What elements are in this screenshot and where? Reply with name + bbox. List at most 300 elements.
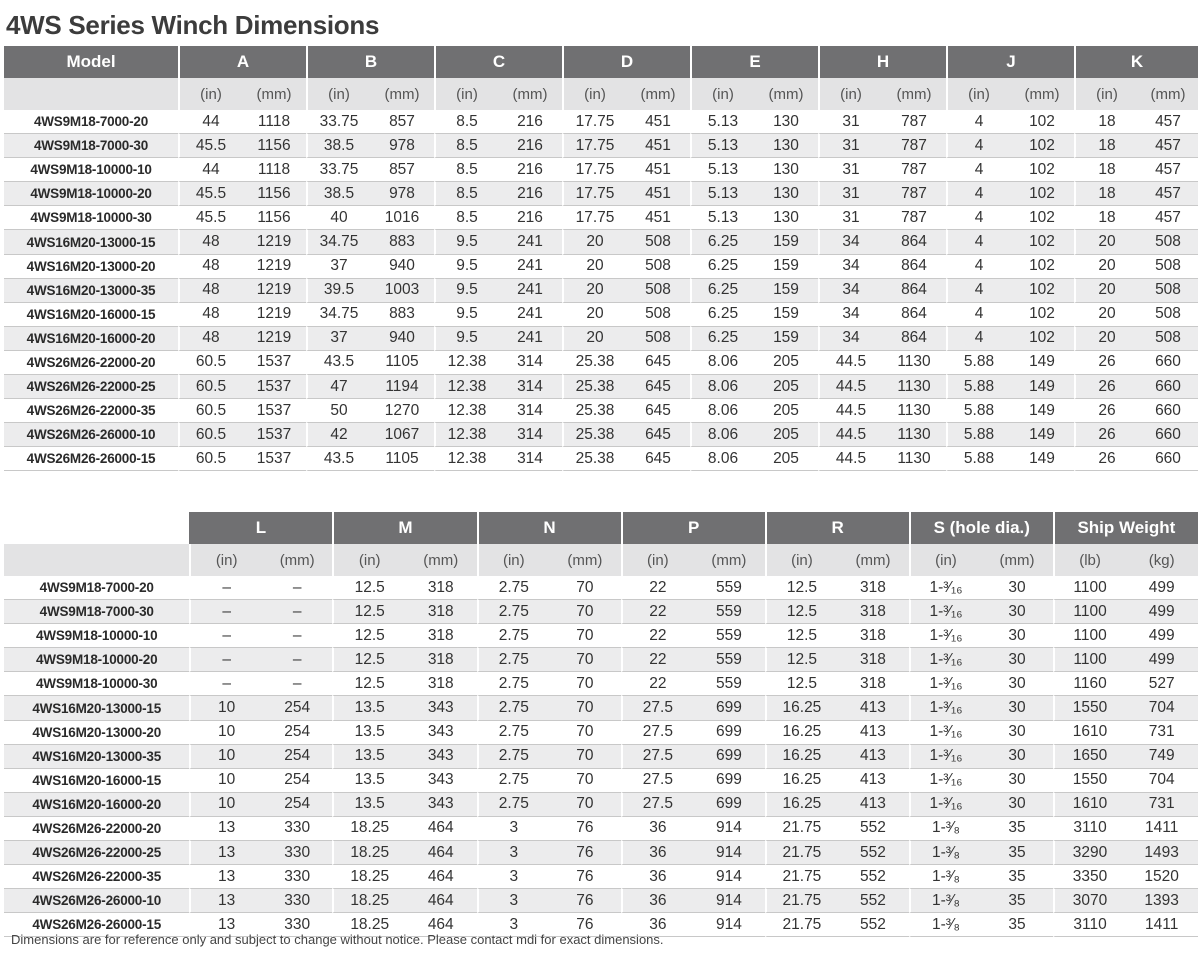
value-cell: 508 (626, 327, 690, 351)
value-cell: 6.25 (690, 230, 754, 254)
value-cell: 318 (405, 624, 477, 648)
value-cell: 457 (1138, 182, 1198, 206)
value-cell: 13.5 (332, 721, 405, 745)
value-cell: 4 (946, 327, 1010, 351)
value-cell: 4 (946, 206, 1010, 230)
value-cell: 527 (1125, 672, 1198, 696)
value-cell: 76 (549, 889, 621, 913)
value-cell: 1537 (242, 375, 306, 399)
model-cell: 4WS26M26-22000-35 (4, 399, 178, 423)
model-cell: 4WS16M20-13000-20 (4, 255, 178, 279)
value-cell: 16.25 (765, 721, 838, 745)
value-cell: 451 (626, 206, 690, 230)
value-cell: 787 (882, 110, 946, 134)
value-cell: 27.5 (621, 696, 694, 720)
unit-cell: (mm) (693, 544, 765, 576)
value-cell: 3110 (1053, 817, 1126, 841)
value-cell: – (189, 672, 262, 696)
value-cell: 645 (626, 423, 690, 447)
header-s-hole-dia: S (hole dia.) (909, 512, 1053, 544)
value-cell: 318 (837, 672, 909, 696)
value-cell: 205 (754, 423, 818, 447)
value-cell: 76 (549, 865, 621, 889)
unit-cell: (in) (818, 78, 882, 110)
value-cell: 318 (405, 648, 477, 672)
value-cell: 60.5 (178, 423, 242, 447)
value-cell: 13 (189, 913, 262, 937)
value-cell: 26 (1074, 399, 1138, 423)
value-cell: 34 (818, 303, 882, 327)
value-cell: 330 (262, 841, 333, 865)
unit-cell: (in) (332, 544, 405, 576)
unit-cell: (in) (306, 78, 370, 110)
value-cell: 13 (189, 817, 262, 841)
value-cell: 20 (562, 303, 626, 327)
value-cell: 1118 (242, 110, 306, 134)
value-cell: 34.75 (306, 230, 370, 254)
value-cell: 1156 (242, 134, 306, 158)
units-cell-blank (4, 544, 189, 576)
header-n: N (477, 512, 621, 544)
value-cell: – (262, 672, 333, 696)
value-cell: 159 (754, 279, 818, 303)
unit-cell: (in) (1074, 78, 1138, 110)
value-cell: – (189, 600, 262, 624)
value-cell: 102 (1010, 230, 1074, 254)
value-cell: – (262, 576, 333, 600)
value-cell: 5.88 (946, 375, 1010, 399)
value-cell: 60.5 (178, 351, 242, 375)
model-cell: 4WS26M26-26000-15 (4, 447, 178, 471)
value-cell: 413 (837, 721, 909, 745)
value-cell: 314 (498, 375, 562, 399)
value-cell: 26 (1074, 423, 1138, 447)
value-cell: 36 (621, 865, 694, 889)
value-cell: 5.13 (690, 182, 754, 206)
value-cell: 330 (262, 889, 333, 913)
value-cell: 102 (1010, 327, 1074, 351)
value-cell: 12.5 (765, 600, 838, 624)
table-row (4, 672, 1198, 696)
value-cell: 10 (189, 793, 262, 817)
value-cell: 413 (837, 793, 909, 817)
model-cell: 4WS16M20-16000-20 (4, 793, 189, 817)
value-cell: 18 (1074, 134, 1138, 158)
value-cell: 5.13 (690, 134, 754, 158)
units-row (4, 78, 1198, 110)
value-cell: 10 (189, 721, 262, 745)
value-cell: 43.5 (306, 447, 370, 471)
value-cell: 508 (626, 255, 690, 279)
model-cell: 4WS26M26-22000-20 (4, 351, 178, 375)
value-cell: 254 (262, 769, 333, 793)
value-cell: 4 (946, 134, 1010, 158)
value-cell: 70 (549, 696, 621, 720)
value-cell: 699 (693, 696, 765, 720)
value-cell: 12.5 (765, 576, 838, 600)
value-cell: 660 (1138, 351, 1198, 375)
value-cell: 22 (621, 576, 694, 600)
value-cell: 102 (1010, 110, 1074, 134)
value-cell: 508 (1138, 279, 1198, 303)
value-cell: 1-³⁄₈ (909, 841, 982, 865)
model-cell: 4WS9M18-7000-30 (4, 600, 189, 624)
model-cell: 4WS26M26-26000-10 (4, 889, 189, 913)
value-cell: 864 (882, 279, 946, 303)
value-cell: 559 (693, 648, 765, 672)
value-cell: 1160 (1053, 672, 1126, 696)
value-cell: 883 (370, 303, 434, 327)
value-cell: 35 (981, 889, 1053, 913)
value-cell: 914 (693, 913, 765, 937)
unit-cell: (in) (765, 544, 838, 576)
value-cell: 3290 (1053, 841, 1126, 865)
model-cell: 4WS26M26-22000-25 (4, 841, 189, 865)
table-row (4, 230, 1198, 254)
value-cell: 20 (1074, 230, 1138, 254)
table-row (4, 576, 1198, 600)
value-cell: 978 (370, 182, 434, 206)
model-cell: 4WS9M18-7000-20 (4, 576, 189, 600)
value-cell: 559 (693, 600, 765, 624)
header-ship-weight: Ship Weight (1053, 512, 1198, 544)
value-cell: 102 (1010, 182, 1074, 206)
value-cell: 12.5 (332, 672, 405, 696)
value-cell: 22 (621, 624, 694, 648)
value-cell: 1-³⁄₁₆ (909, 721, 982, 745)
value-cell: 2.75 (477, 576, 550, 600)
value-cell: 12.5 (332, 600, 405, 624)
value-cell: 451 (626, 158, 690, 182)
header-c: C (434, 46, 562, 78)
value-cell: 12.38 (434, 447, 498, 471)
value-cell: 787 (882, 134, 946, 158)
value-cell: 30 (981, 576, 1053, 600)
value-cell: 44 (178, 110, 242, 134)
header-e: E (690, 46, 818, 78)
value-cell: 8.06 (690, 423, 754, 447)
value-cell: 857 (370, 110, 434, 134)
value-cell: 2.75 (477, 721, 550, 745)
value-cell: 12.5 (332, 648, 405, 672)
value-cell: 216 (498, 158, 562, 182)
value-cell: 318 (837, 648, 909, 672)
table-row (4, 889, 1198, 913)
table-row (4, 793, 1198, 817)
value-cell: 48 (178, 303, 242, 327)
value-cell: 1219 (242, 279, 306, 303)
unit-cell: (mm) (754, 78, 818, 110)
value-cell: 5.13 (690, 110, 754, 134)
value-cell: 102 (1010, 279, 1074, 303)
table-row (4, 769, 1198, 793)
table-row (4, 351, 1198, 375)
table-row (4, 648, 1198, 672)
value-cell: 3 (477, 841, 550, 865)
value-cell: 552 (837, 841, 909, 865)
value-cell: 25.38 (562, 375, 626, 399)
unit-cell: (mm) (837, 544, 909, 576)
value-cell: 1537 (242, 423, 306, 447)
value-cell: 102 (1010, 206, 1074, 230)
value-cell: 34 (818, 327, 882, 351)
table-row (4, 600, 1198, 624)
value-cell: 70 (549, 576, 621, 600)
value-cell: 8.5 (434, 182, 498, 206)
value-cell: 978 (370, 134, 434, 158)
value-cell: 102 (1010, 255, 1074, 279)
value-cell: 30 (981, 624, 1053, 648)
value-cell: 8.06 (690, 399, 754, 423)
value-cell: 25.38 (562, 399, 626, 423)
value-cell: 254 (262, 745, 333, 769)
value-cell: 1156 (242, 206, 306, 230)
value-cell: 5.13 (690, 206, 754, 230)
value-cell: 4 (946, 158, 1010, 182)
value-cell: 30 (981, 769, 1053, 793)
value-cell: 18 (1074, 206, 1138, 230)
value-cell: 1650 (1053, 745, 1126, 769)
header-blank (4, 512, 189, 544)
value-cell: 149 (1010, 351, 1074, 375)
model-cell: 4WS9M18-10000-20 (4, 648, 189, 672)
value-cell: 508 (1138, 230, 1198, 254)
value-cell: 26 (1074, 375, 1138, 399)
value-cell: 8.5 (434, 158, 498, 182)
model-cell: 4WS9M18-10000-10 (4, 624, 189, 648)
unit-cell: (in) (946, 78, 1010, 110)
value-cell: 660 (1138, 423, 1198, 447)
value-cell: 18.25 (332, 865, 405, 889)
table-row (4, 375, 1198, 399)
value-cell: 47 (306, 375, 370, 399)
table-row (4, 327, 1198, 351)
value-cell: 34 (818, 255, 882, 279)
unit-cell: (mm) (981, 544, 1053, 576)
value-cell: 76 (549, 913, 621, 937)
value-cell: 4 (946, 110, 1010, 134)
value-cell: – (189, 624, 262, 648)
unit-cell: (mm) (626, 78, 690, 110)
value-cell: 508 (626, 303, 690, 327)
value-cell: 731 (1125, 793, 1198, 817)
value-cell: 457 (1138, 134, 1198, 158)
header-model: Model (4, 46, 178, 78)
value-cell: 37 (306, 255, 370, 279)
model-cell: 4WS9M18-7000-30 (4, 134, 178, 158)
value-cell: 559 (693, 576, 765, 600)
value-cell: 1270 (370, 399, 434, 423)
value-cell: 20 (562, 279, 626, 303)
value-cell: 330 (262, 913, 333, 937)
table-row (4, 279, 1198, 303)
value-cell: 2.75 (477, 696, 550, 720)
value-cell: 1393 (1125, 889, 1198, 913)
model-cell: 4WS9M18-10000-10 (4, 158, 178, 182)
value-cell: 159 (754, 327, 818, 351)
value-cell: 76 (549, 817, 621, 841)
value-cell: 8.5 (434, 110, 498, 134)
units-row (4, 544, 1198, 576)
table-row (4, 255, 1198, 279)
value-cell: 3070 (1053, 889, 1126, 913)
value-cell: 12.38 (434, 351, 498, 375)
value-cell: 1-³⁄₁₆ (909, 672, 982, 696)
value-cell: 38.5 (306, 182, 370, 206)
table-row (4, 865, 1198, 889)
value-cell: 216 (498, 206, 562, 230)
value-cell: 1219 (242, 230, 306, 254)
value-cell: 343 (405, 721, 477, 745)
value-cell: 27.5 (621, 793, 694, 817)
value-cell: 16.25 (765, 745, 838, 769)
value-cell: 44.5 (818, 375, 882, 399)
dimensions-table-2 (4, 512, 1198, 937)
header-k: K (1074, 46, 1198, 78)
value-cell: 21.75 (765, 889, 838, 913)
header-l: L (189, 512, 332, 544)
value-cell: 645 (626, 375, 690, 399)
value-cell: 1411 (1125, 817, 1198, 841)
value-cell: 205 (754, 399, 818, 423)
unit-cell: (mm) (405, 544, 477, 576)
value-cell: 149 (1010, 399, 1074, 423)
value-cell: 27.5 (621, 769, 694, 793)
value-cell: 149 (1010, 423, 1074, 447)
value-cell: 241 (498, 303, 562, 327)
value-cell: 464 (405, 913, 477, 937)
unit-cell: (mm) (242, 78, 306, 110)
value-cell: 1-³⁄₁₆ (909, 576, 982, 600)
value-cell: 22 (621, 600, 694, 624)
value-cell: 9.5 (434, 303, 498, 327)
value-cell: 30 (981, 696, 1053, 720)
value-cell: 17.75 (562, 134, 626, 158)
unit-cell: (lb) (1053, 544, 1126, 576)
value-cell: 20 (562, 255, 626, 279)
value-cell: 559 (693, 672, 765, 696)
value-cell: 699 (693, 769, 765, 793)
value-cell: 22 (621, 648, 694, 672)
value-cell: 1219 (242, 303, 306, 327)
value-cell: 37 (306, 327, 370, 351)
value-cell: 18.25 (332, 913, 405, 937)
value-cell: 31 (818, 110, 882, 134)
value-cell: 499 (1125, 624, 1198, 648)
value-cell: 17.75 (562, 158, 626, 182)
unit-cell: (kg) (1125, 544, 1198, 576)
value-cell: 787 (882, 182, 946, 206)
value-cell: 241 (498, 279, 562, 303)
value-cell: 1520 (1125, 865, 1198, 889)
value-cell: 60.5 (178, 447, 242, 471)
value-cell: 70 (549, 600, 621, 624)
value-cell: 20 (1074, 303, 1138, 327)
value-cell: 36 (621, 913, 694, 937)
value-cell: 749 (1125, 745, 1198, 769)
model-cell: 4WS26M26-22000-35 (4, 865, 189, 889)
value-cell: 60.5 (178, 375, 242, 399)
value-cell: 21.75 (765, 913, 838, 937)
table-row (4, 745, 1198, 769)
table-row (4, 399, 1198, 423)
value-cell: 451 (626, 110, 690, 134)
value-cell: 6.25 (690, 279, 754, 303)
value-cell: 343 (405, 745, 477, 769)
value-cell: 864 (882, 303, 946, 327)
value-cell: 1130 (882, 351, 946, 375)
value-cell: 9.5 (434, 327, 498, 351)
value-cell: 48 (178, 255, 242, 279)
value-cell: 499 (1125, 648, 1198, 672)
value-cell: 25.38 (562, 423, 626, 447)
table-row (4, 303, 1198, 327)
value-cell: 20 (1074, 327, 1138, 351)
value-cell: 50 (306, 399, 370, 423)
value-cell: – (262, 648, 333, 672)
value-cell: 559 (693, 624, 765, 648)
value-cell: 5.88 (946, 423, 1010, 447)
value-cell: – (262, 624, 333, 648)
value-cell: 21.75 (765, 841, 838, 865)
value-cell: 1550 (1053, 696, 1126, 720)
value-cell: 314 (498, 447, 562, 471)
value-cell: 314 (498, 399, 562, 423)
value-cell: 130 (754, 206, 818, 230)
value-cell: 4 (946, 230, 1010, 254)
value-cell: 130 (754, 110, 818, 134)
value-cell: 5.88 (946, 447, 1010, 471)
value-cell: 1219 (242, 327, 306, 351)
value-cell: 1-³⁄₈ (909, 865, 982, 889)
value-cell: 70 (549, 648, 621, 672)
value-cell: 3350 (1053, 865, 1126, 889)
value-cell: 16.25 (765, 696, 838, 720)
value-cell: 12.38 (434, 399, 498, 423)
value-cell: 1130 (882, 447, 946, 471)
value-cell: 5.13 (690, 158, 754, 182)
value-cell: 4 (946, 255, 1010, 279)
value-cell: 645 (626, 351, 690, 375)
value-cell: 13.5 (332, 793, 405, 817)
value-cell: 18 (1074, 182, 1138, 206)
value-cell: 30 (981, 793, 1053, 817)
value-cell: 552 (837, 865, 909, 889)
value-cell: 883 (370, 230, 434, 254)
value-cell: 48 (178, 230, 242, 254)
value-cell: 216 (498, 110, 562, 134)
value-cell: 5.88 (946, 399, 1010, 423)
value-cell: 508 (1138, 327, 1198, 351)
value-cell: 508 (1138, 255, 1198, 279)
value-cell: 451 (626, 182, 690, 206)
value-cell: 102 (1010, 158, 1074, 182)
value-cell: 914 (693, 841, 765, 865)
value-cell: 914 (693, 865, 765, 889)
value-cell: 241 (498, 255, 562, 279)
value-cell: 18.25 (332, 817, 405, 841)
value-cell: 1-³⁄₁₆ (909, 600, 982, 624)
value-cell: 704 (1125, 769, 1198, 793)
table-row (4, 624, 1198, 648)
value-cell: 76 (549, 841, 621, 865)
value-cell: 31 (818, 134, 882, 158)
value-cell: 254 (262, 696, 333, 720)
value-cell: 60.5 (178, 399, 242, 423)
model-cell: 4WS9M18-10000-20 (4, 182, 178, 206)
value-cell: 6.25 (690, 303, 754, 327)
value-cell: 1194 (370, 375, 434, 399)
